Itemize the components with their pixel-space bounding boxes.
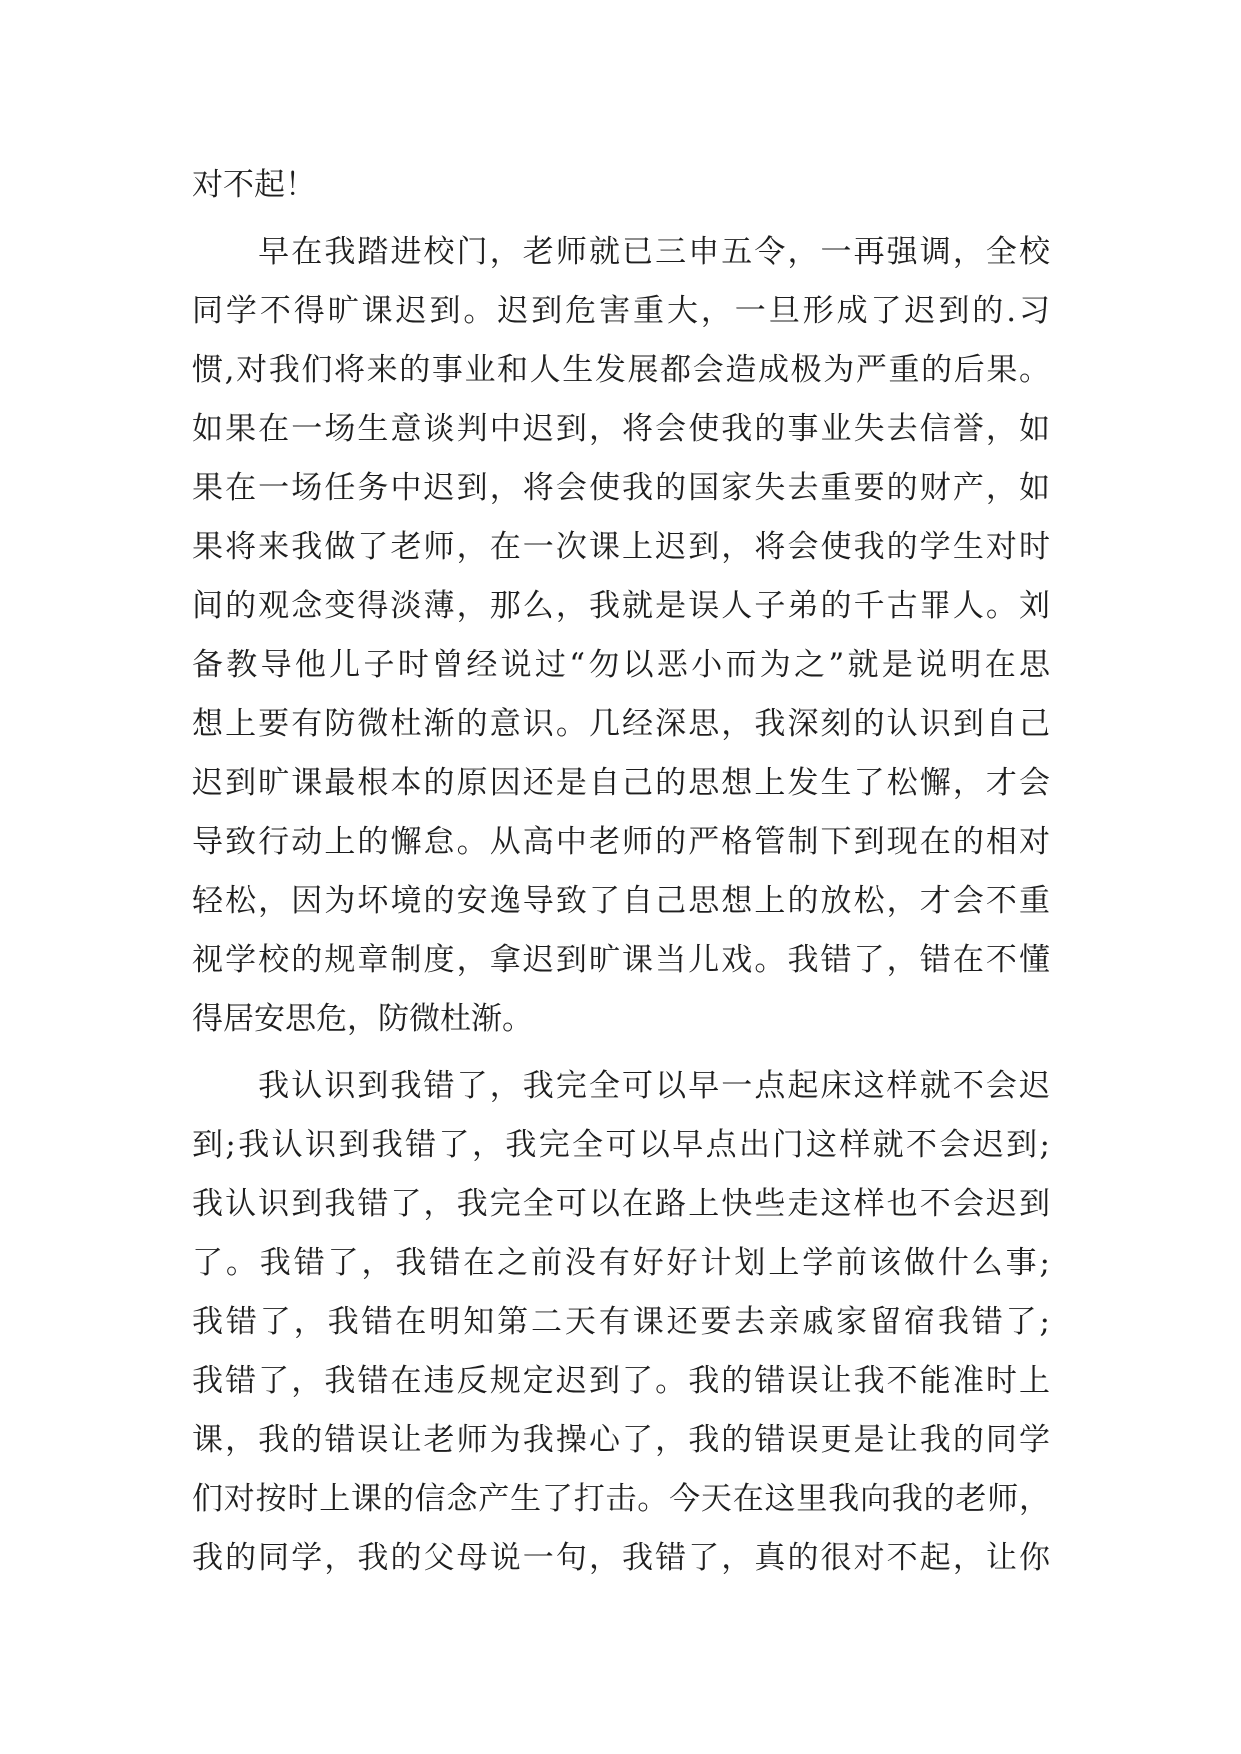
paragraph-reflection <box>192 223 1050 1049</box>
text-line: 早在我踏进校门，老师就已三申五令，一再强调，全校 <box>192 234 1050 270</box>
text-line: 果在一场任务中迟到，将会使我的国家失去重要的财产，如 <box>192 470 1050 506</box>
letter-body <box>192 156 1050 1588</box>
text-line: 我认识到我错了，我完全可以早一点起床这样就不会迟 <box>192 1068 1050 1104</box>
text-line: 惯,对我们将来的事业和人生发展都会造成极为严重的后果。 <box>192 352 1050 388</box>
text-line: 想上要有防微杜渐的意识。几经深思，我深刻的认识到自己 <box>192 706 1050 742</box>
text-line: 对不起！ <box>192 167 316 203</box>
text-line: 们对按时上课的信念产生了打击。今天在这里我向我的老师， <box>192 1481 1050 1517</box>
text-line: 课，我的错误让老师为我操心了，我的错误更是让我的同学 <box>192 1422 1050 1458</box>
text-line: 我错了，我错在明知第二天有课还要去亲戚家留宿我错了; <box>192 1304 1050 1340</box>
text-line: 果将来我做了老师，在一次课上迟到，将会使我的学生对时 <box>192 529 1050 565</box>
text-line: 得居安思危，防微杜渐。 <box>192 1001 533 1037</box>
text-line: 我认识到我错了，我完全可以在路上快些走这样也不会迟到 <box>192 1186 1050 1222</box>
text-line: 轻松，因为坏境的安逸导致了自己思想上的放松，才会不重 <box>192 883 1050 919</box>
text-line: 备教导他儿子时曾经说过“勿以恶小而为之”就是说明在思 <box>192 647 1050 683</box>
paragraph-apology-opening <box>192 156 1050 215</box>
text-line: 我错了，我错在违反规定迟到了。我的错误让我不能准时上 <box>192 1363 1050 1399</box>
text-line: 导致行动上的懈怠。从高中老师的严格管制下到现在的相对 <box>192 824 1050 860</box>
text-line: 到;我认识到我错了，我完全可以早点出门这样就不会迟到; <box>192 1127 1050 1163</box>
text-line: 视学校的规章制度，拿迟到旷课当儿戏。我错了，错在不懂 <box>192 942 1050 978</box>
text-line: 如果在一场生意谈判中迟到，将会使我的事业失去信誉，如 <box>192 411 1050 447</box>
text-line: 间的观念变得淡薄，那么，我就是误人子弟的千古罪人。刘 <box>192 588 1050 624</box>
text-line: 迟到旷课最根本的原因还是自己的思想上发生了松懈，才会 <box>192 765 1050 801</box>
text-line: 了。我错了，我错在之前没有好好计划上学前该做什么事; <box>192 1245 1050 1281</box>
text-line: 同学不得旷课迟到。迟到危害重大，一旦形成了迟到的.习 <box>192 293 1050 329</box>
text-line: 我的同学，我的父母说一句，我错了，真的很对不起，让你 <box>192 1540 1050 1576</box>
paragraph-admission <box>192 1057 1050 1588</box>
